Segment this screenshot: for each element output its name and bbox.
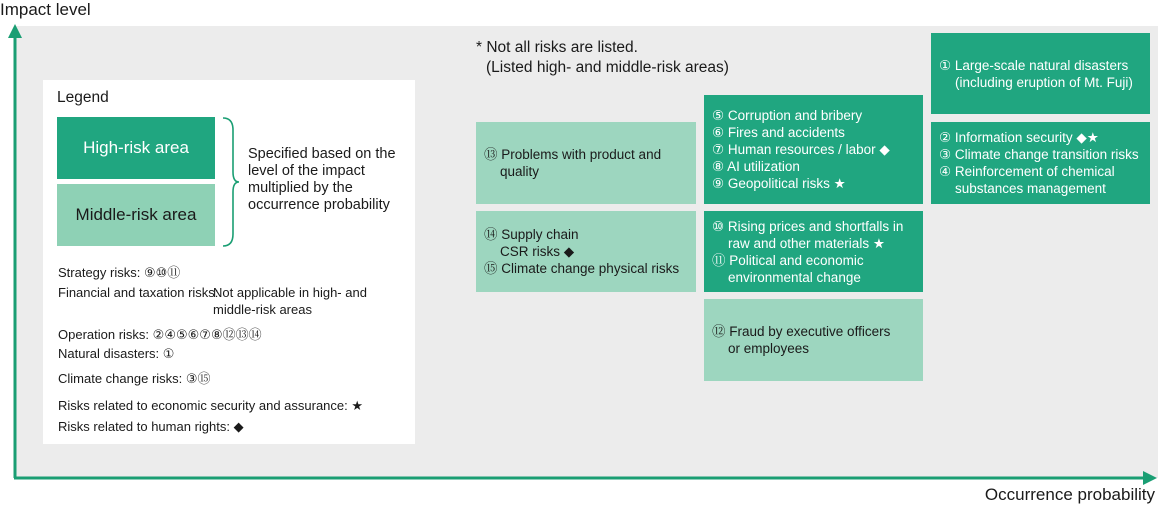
category-value: ③⑮ [185,371,211,386]
risk-item: ⑮ Climate change physical risks [484,261,680,276]
category-climate-change [58,368,211,387]
risk-item: ⑧ AI utilization [712,159,800,174]
category-value: ⑨⑩⑪ [143,265,181,280]
category-strategy [58,262,180,281]
risk-cell-middle-left-upper [476,122,696,204]
x-axis-label: Occurrence probability [984,485,1155,504]
risk-item: ③ Climate change transition risks [939,147,1139,162]
risk-item: ① Large-scale natural disasters [939,57,1129,73]
footnote [476,38,729,78]
risk-item: ④ Reinforcement of chemical [939,164,1115,179]
category-label: Financial and taxation risks: [58,285,219,300]
risk-cell-high-lower [704,211,923,292]
legend-description: Specified based on the level of the impact multiplied by the occurrence probability [248,146,396,213]
risk-cell-middle-left-lower [476,211,696,292]
risk-item: ⑨ Geopolitical risks ★ [712,176,846,191]
risk-cell-high-top-right [931,33,1150,114]
star-icon: ★ [351,398,364,413]
category-financial [58,285,218,300]
category-label: Natural disasters: [58,346,160,361]
brace-icon [221,116,241,248]
risk-cell-high-center [704,95,923,204]
x-axis-arrowhead [1143,471,1157,485]
risk-item: ⑬ Problems with product and [484,147,662,162]
risk-item-continued: or employees [728,341,810,356]
risk-item-continued: substances management [955,181,1106,196]
risk-item: ⑫ Fraud by executive officers [712,324,891,339]
y-axis-arrowhead [8,24,22,38]
category-label: Operation risks: [58,327,150,342]
risk-item-continued: CSR risks ◆ [500,244,575,259]
legend-panel [43,80,415,444]
footnote-line-2: (Listed high- and middle-risk areas) [486,59,729,76]
y-axis-label: Impact level [0,0,91,19]
category-value: ②④⑤⑥⑦⑧⑫⑬⑭ [152,327,262,342]
risk-item: ⑦ Human resources / labor ◆ [712,142,890,157]
category-value: ① [162,346,175,361]
category-value-continued: middle-risk areas [213,302,312,317]
risk-item: ② Information security ◆★ [939,130,1099,145]
risk-item: ⑪ Political and economic [712,252,864,268]
legend-high-risk-swatch: High-risk area [57,117,215,179]
category-operation [58,324,262,343]
category-natural-disasters [58,346,174,362]
legend-middle-risk-swatch: Middle-risk area [57,184,215,246]
symbol-label: Risks related to human rights: [58,419,230,434]
symbol-label: Risks related to economic security and assurance: [58,398,348,413]
diamond-icon: ◆ [233,419,244,434]
legend-title: Legend [57,89,109,106]
risk-item-continued: environmental change [728,269,861,285]
footnote-line-1: * Not all risks are listed. [476,39,638,56]
category-label: Strategy risks: [58,265,141,280]
risk-cell-high-right [931,122,1150,204]
risk-item-continued: quality [500,164,540,179]
symbol-human-rights [58,419,244,435]
risk-item-continued: raw and other materials ★ [728,235,885,251]
category-value: Not applicable in high- and [213,285,367,300]
risk-item-continued: (including eruption of Mt. Fuji) [955,74,1133,90]
symbol-economic-security [58,398,363,414]
category-label: Climate change risks: [58,371,183,386]
risk-item: ⑤ Corruption and bribery [712,108,863,123]
risk-cell-middle-bottom [704,299,923,381]
risk-item: ⑩ Rising prices and shortfalls in [712,218,904,234]
risk-item: ⑥ Fires and accidents [712,125,845,140]
risk-item: ⑭ Supply chain [484,227,579,242]
